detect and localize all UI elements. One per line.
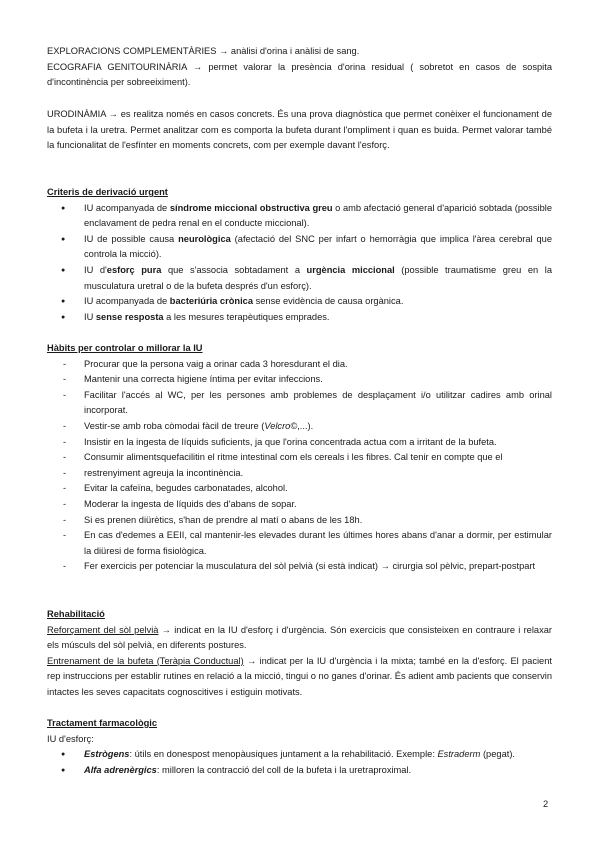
list-item: ● IU de possible causa neurològica (afectació del SNC per infart o hemorràgia que implica l'àrea cerebral que controla la micció).: [47, 232, 552, 263]
list-item: ● IU sense resposta a les mesures terapèutiques emprades.: [47, 310, 552, 326]
list-item: - Facilitar l'accés al WC, per les persones amb problemes de desplaçament i/o utilitzar cadires amb orinal incorporat.: [47, 388, 552, 419]
habits-section: [47, 341, 552, 575]
list-item: - Si es prenen diürètics, s'han de prendre al matí o abans de les 18h.: [47, 513, 552, 529]
criteris-list: [47, 201, 552, 326]
rehabilitacio-heading: Rehabilitació: [47, 609, 105, 619]
tractament-list: [47, 747, 552, 778]
tractament-section: [47, 716, 552, 778]
list-item: - restrenyiment agreuja la incontinència.: [47, 466, 552, 482]
exploracions-section: [47, 44, 552, 91]
rehabilitacio-section: [47, 607, 552, 701]
list-item: - Evitar la cafeïna, begudes carbonatades, alcohol.: [47, 481, 552, 497]
list-item: ● IU acompanyada de bacteriúria crònica sense evidència de causa orgànica.: [47, 294, 552, 310]
list-item: - Consumir alimentsquefacilitin el ritme intestinal com els cereals i les fibres. Cal tenir en compte que el: [47, 450, 552, 466]
tractament-subtitle: IU d'esforç:: [47, 733, 94, 744]
reforcament-paragraph: Reforçament del sòl pelvià → indicat en la IU d'esforç i d'urgència. Són exercicis que consisteixen en contraure i relaxar els músculs del sòl pelvià, en diferents postures.: [47, 624, 552, 651]
criteris-heading: Criteris de derivació urgent: [47, 187, 168, 197]
page-number: 2: [543, 799, 549, 809]
list-item: - Insistir en la ingesta de líquids suficients, ja que l'orina concentrada actua com a irritant de la bufeta.: [47, 435, 552, 451]
list-item: - Fer exercicis per potenciar la musculatura del sòl pelvià (si està indicat) → cirurgia sol pèlvic, prepart-postpart: [47, 559, 552, 575]
urodinamia-paragraph: [47, 107, 552, 154]
ecografia-line: ECOGRAFIA GENITOURINÀRIA → permet valorar la presència d'orina residual ( sobretot en casos de sospita d'incontinència per sobreeiximent).: [47, 61, 552, 88]
habits-list: [47, 357, 552, 575]
list-item: ● IU acompanyada de síndrome miccional obstructiva greu o amb afectació general d'aparició sobtada (possible enclavament de pedra renal en el conducte miccional).: [47, 201, 552, 232]
habits-heading: Hàbits per controlar o millorar la IU: [47, 343, 203, 353]
urodinamia-text: URODINÀMIA → es realitza només en casos concrets. És una prova diagnòstica que permet conèixer el funcionament de la bufeta i la uretra. Permet analitzar com es comporta la bufeta durant l'ompliment i quan es buida. Permet valorar també la funcionalitat de l'esfínter en moments concrets, com per exemple davant l'esforç.: [47, 109, 552, 151]
criteris-section: [47, 185, 552, 325]
list-item: - Vestir-se amb roba còmodai fàcil de treure (Velcro©,...).: [47, 419, 552, 435]
list-item: ● Alfa adrenèrgics: milloren la contracció del coll de la bufeta i la uretraproximal.: [47, 763, 552, 779]
tractament-heading: Tractament farmacològic: [47, 718, 158, 728]
exploracions-line: EXPLORACIONS COMPLEMENTÀRIES → anàlisi d'orina i anàlisi de sang.: [47, 46, 360, 56]
list-item: ● Estrògens: útils en donespost menopàusiques juntament a la rehabilitació. Exemple: Estraderm (pegat).: [47, 747, 552, 763]
list-item: - En cas d'edemes a EEII, cal mantenir-les elevades durant les últimes hores abans d'anar a dormir, per estimular la diüresi de forma fisiològica.: [47, 528, 552, 559]
entrenament-paragraph: Entrenament de la bufeta (Teràpia Conductual) → indicat per la IU d'urgència i la mixta; també en la d'esforç. El pacient rep instruccions per establir rutines en relació a la micció, tingui o no ganes d'orinar. És adient amb pacients que conservin intactes les seves capacitats cognoscitives i estiguin motivats.: [47, 655, 552, 697]
list-item: - Moderar la ingesta de líquids des d'abans de sopar.: [47, 497, 552, 513]
list-item: ● IU d'esforç pura que s'associa sobtadament a urgència miccional (possible traumatisme greu en la musculatura uretral o de la bufeta després d'un esforç).: [47, 263, 552, 294]
list-item: - Procurar que la persona vaig a orinar cada 3 horesdurant el dia.: [47, 357, 552, 373]
list-item: - Mantenir una correcta higiene íntima per evitar infeccions.: [47, 372, 552, 388]
